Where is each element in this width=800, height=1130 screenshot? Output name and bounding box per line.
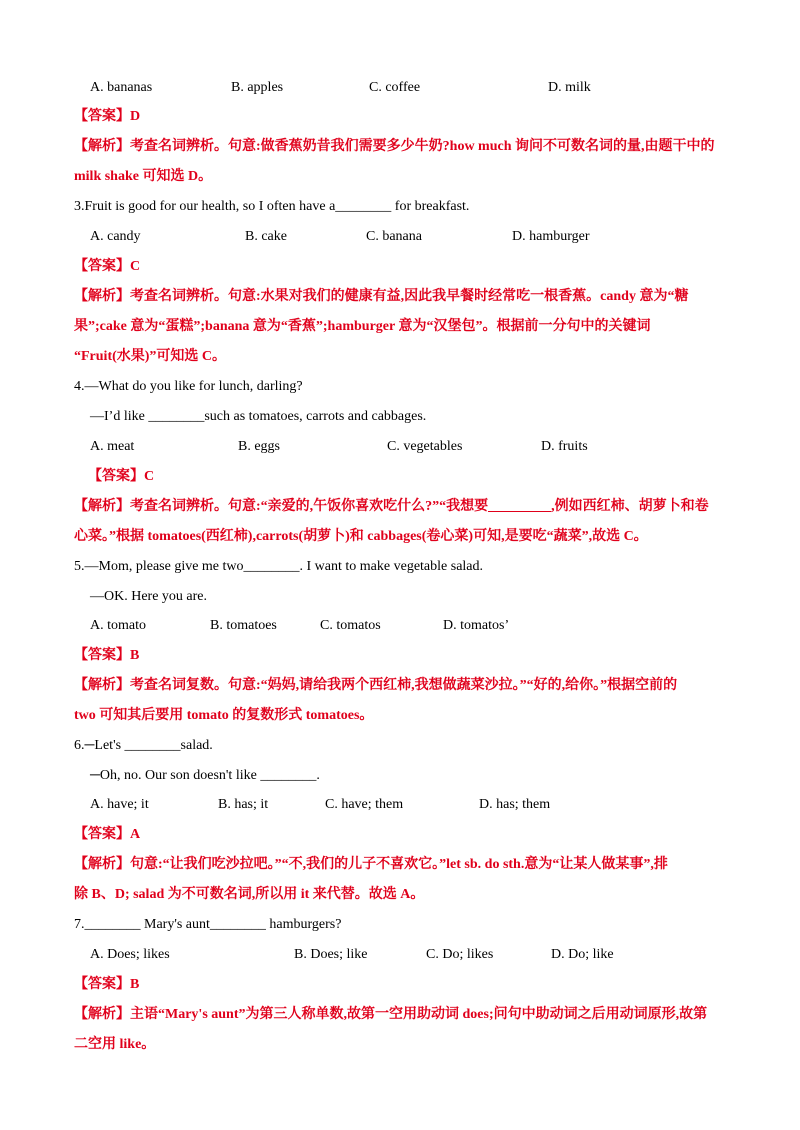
q6-option-c: C. have; them [325,797,404,812]
q6-answer: 【答案】A [74,827,141,842]
q7-option-d: D. Do; like [551,947,614,962]
q2-analysis-line-1: 【解析】考查名词辨析。句意:做香蕉奶昔我们需要多少牛奶?how much 询问不可数名词的量,由题干中的 [74,139,715,154]
q5-option-c: C. tomatos [320,618,381,633]
q5-option-b: B. tomatoes [210,618,277,633]
q2-option-c: C. coffee [369,80,421,95]
q5-stem-line-1: 5.—Mom, please give me two________. I want to make vegetable salad. [74,559,484,574]
q4-stem-line-2: —I’d like ________such as tomatoes, carrots and cabbages. [90,409,427,424]
q2-option-b: B. apples [231,80,284,95]
q4-analysis-line-2: 心菜。”根据 tomatoes(西红柿),carrots(胡萝卜)和 cabbages(卷心菜)可知,是要吃“蔬菜”,故选 C。 [74,529,648,544]
q4-analysis-blank: _________ [488,499,552,514]
q3-analysis-line-3: “Fruit(水果)”可知选 C。 [74,349,227,364]
q4-analysis-part-1: 【解析】考查名词辨析。句意:“亲爱的,午饭你喜欢吃什么?”“我想要 [74,499,489,514]
q2-answer: 【答案】D [74,109,141,124]
q2-option-a: A. bananas [90,80,153,95]
q3-answer: 【答案】C [74,259,141,274]
q7-option-b: B. Does; like [294,947,368,962]
q7-analysis-line-2: 二空用 like。 [74,1037,156,1052]
q5-answer: 【答案】B [74,648,140,663]
q7-answer: 【答案】B [74,977,140,992]
q4-analysis-part-2: ,例如西红柿、胡萝卜和卷 [551,499,709,514]
q4-option-a: A. meat [90,439,135,454]
q3-option-c: C. banana [366,229,422,244]
q6-stem-line-2: ─Oh, no. Our son doesn't like ________. [90,768,320,783]
q6-option-b: B. has; it [218,797,269,812]
q3-analysis-line-2: 果”;cake 意为“蛋糕”;banana 意为“香蕉”;hamburger 意为“汉堡包”。根据前一分句中的关键词 [74,319,651,334]
q7-option-c: C. Do; likes [426,947,494,962]
q3-stem: 3.Fruit is good for our health, so I often have a________ for breakfast. [74,199,470,214]
q6-option-d: D. has; them [479,797,551,812]
q2-analysis-line-2: milk shake 可知选 D。 [74,169,213,184]
q7-stem: 7.________ Mary's aunt________ hamburgers? [74,917,342,932]
q4-stem-line-1: 4.—What do you like for lunch, darling? [74,379,303,394]
q6-stem-line-1: 6.─Let's ________salad. [74,738,213,753]
q6-option-a: A. have; it [90,797,149,812]
q5-stem-line-2: —OK. Here you are. [90,589,208,604]
q3-option-d: D. hamburger [512,229,590,244]
q5-analysis-line-2: two 可知其后要用 tomato 的复数形式 tomatoes。 [74,708,374,723]
q5-option-d: D. tomatos’ [443,618,510,633]
q4-option-d: D. fruits [541,439,588,454]
q3-analysis-line-1: 【解析】考查名词辨析。句意:水果对我们的健康有益,因此我早餐时经常吃一根香蕉。candy 意为“糖 [74,289,689,304]
q4-option-c: C. vegetables [387,439,463,454]
q3-option-b: B. cake [245,229,287,244]
q5-option-a: A. tomato [90,618,146,633]
q7-analysis-line-1: 【解析】主语“Mary's aunt”为第三人称单数,故第一空用助动词 does;问句中助动词之后用动词原形,故第 [74,1007,708,1022]
q2-option-d: D. milk [548,80,591,95]
q4-answer: 【答案】C [88,469,155,484]
q7-option-a: A. Does; likes [90,947,170,962]
q3-option-a: A. candy [90,229,141,244]
q6-analysis-line-2: 除 B、D; salad 为不可数名词,所以用 it 来代替。故选 A。 [74,887,425,902]
q6-analysis-line-1: 【解析】句意:“让我们吃沙拉吧。”“不,我们的儿子不喜欢它。”let sb. do sth.意为“让某人做某事”,排 [74,857,668,872]
q4-option-b: B. eggs [238,439,280,454]
q5-analysis-line-1: 【解析】考查名词复数。句意:“妈妈,请给我两个西红柿,我想做蔬菜沙拉。”“好的,给你。”根据空前的 [74,678,678,693]
q4-analysis-line-1 [74,498,709,516]
